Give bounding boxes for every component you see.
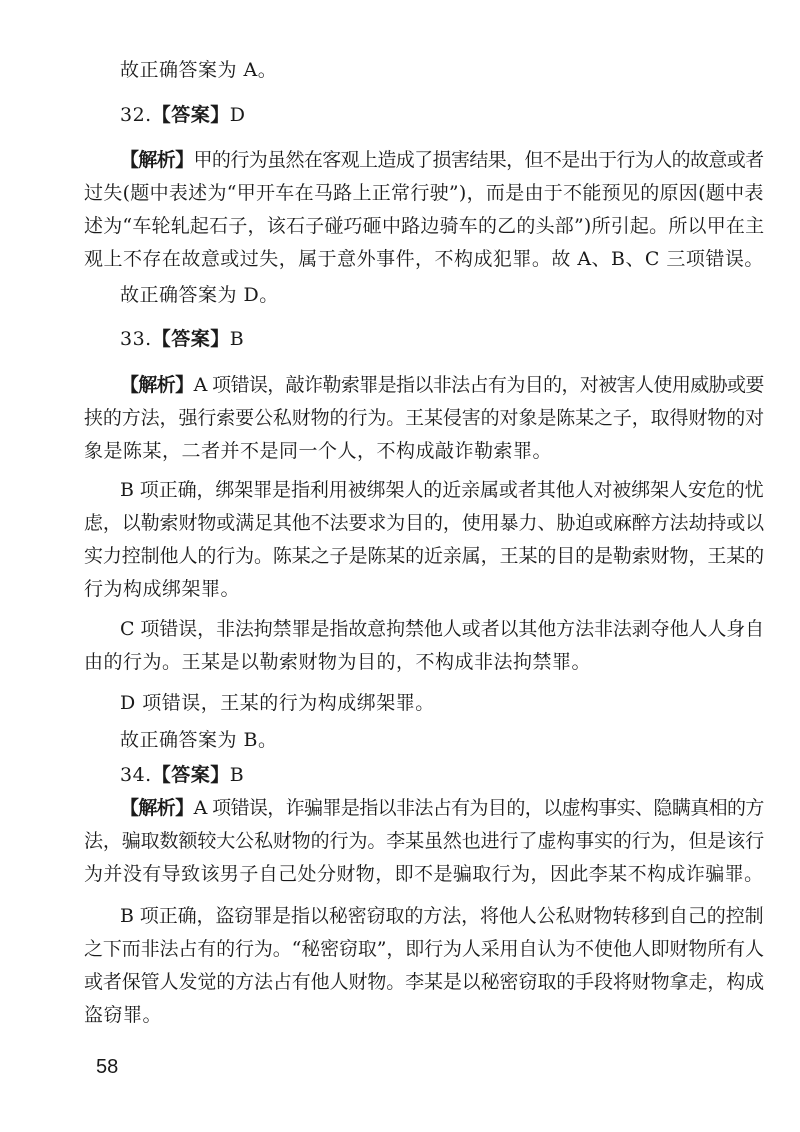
analysis-line bbox=[84, 181, 764, 205]
answer-line bbox=[120, 327, 244, 351]
text-content: 故正确答案为 B。 bbox=[120, 729, 278, 751]
analysis-line bbox=[84, 862, 764, 886]
text-content: D 项错误，王某的行为构成绑架罪。 bbox=[120, 692, 435, 714]
text-line bbox=[120, 58, 277, 82]
analysis-line bbox=[84, 406, 764, 430]
answer-line bbox=[120, 103, 245, 127]
analysis-label: 【解析】 bbox=[120, 374, 194, 396]
paragraph-text: 盗窃罪。 bbox=[84, 1004, 163, 1026]
answer-value: B bbox=[229, 328, 245, 350]
paragraph-line bbox=[120, 904, 764, 928]
analysis-line bbox=[120, 373, 764, 397]
answer-line bbox=[120, 763, 244, 787]
question-number: 33. bbox=[120, 328, 152, 350]
question-number: 34. bbox=[120, 764, 152, 786]
paragraph-text: 由的行为。王某是以勒索财物为目的，不构成非法拘禁罪。 bbox=[84, 651, 592, 673]
analysis-text: 述为“车轮轧起石子，该石子碰巧砸中路边骑车的乙的头部”)所引起。所以甲在主 bbox=[84, 215, 765, 237]
paragraph-line bbox=[84, 577, 240, 601]
analysis-text: 象是陈某，二者并不是同一个人，不构成敲诈勒索罪。 bbox=[84, 440, 553, 462]
paragraph-text: 行为构成绑架罪。 bbox=[84, 578, 241, 600]
analysis-line bbox=[120, 796, 764, 820]
paragraph-text: 之下而非法占有的行为。“秘密窃取”，即行为人采用自认为不使他人即财物所有人 bbox=[84, 938, 764, 960]
paragraph-line bbox=[84, 650, 591, 674]
answer-value: D bbox=[229, 104, 246, 126]
analysis-text: 为并没有导致该男子自己处分财物，即不是骗取行为，因此李某不构成诈骗罪。 bbox=[84, 863, 764, 885]
analysis-text: 过失(题中表述为“甲开车在马路上正常行驶”)，而是由于不能预见的原因(题中表 bbox=[84, 182, 764, 204]
answer-value: B bbox=[229, 764, 245, 786]
analysis-line bbox=[120, 148, 764, 172]
paragraph-line bbox=[84, 1003, 162, 1027]
answer-label: 【答案】 bbox=[151, 328, 230, 350]
analysis-text: 挟的方法，强行索要公私财物的行为。王某侵害的对象是陈某之子，取得财物的对 bbox=[84, 407, 765, 429]
paragraph-text: 虑，以勒索财物或满足其他不法要求为目的，使用暴力、胁迫或麻醉方法劫持或以 bbox=[84, 512, 765, 534]
analysis-line bbox=[84, 214, 764, 238]
text-line bbox=[120, 283, 279, 307]
analysis-text: A 项错误，诈骗罪是指以非法占有为目的，以虚构事实、隐瞒真相的方 bbox=[193, 797, 764, 819]
paragraph-text: B 项正确，盗窃罪是指以秘密窃取的方法，将他人公私财物转移到自己的控制 bbox=[120, 905, 764, 927]
text-line bbox=[120, 691, 435, 715]
answer-label: 【答案】 bbox=[151, 764, 230, 786]
question-number: 32. bbox=[120, 104, 152, 126]
paragraph-text: B 项正确，绑架罪是指利用被绑架人的近亲属或者其他人对被绑架人安危的忧 bbox=[120, 479, 764, 501]
text-content: 故正确答案为 A。 bbox=[120, 59, 278, 81]
paragraph-line bbox=[84, 937, 764, 961]
analysis-text: 法，骗取数额较大公私财物的行为。李某虽然也进行了虚构事实的行为，但是该行 bbox=[84, 830, 765, 852]
analysis-text: A 项错误，敲诈勒索罪是指以非法占有为目的，对被害人使用威胁或要 bbox=[193, 374, 764, 396]
analysis-text: 观上不存在故意或过失，属于意外事件，不构成犯罪。故 A、B、C 三项错误。 bbox=[84, 248, 764, 270]
paragraph-line bbox=[84, 970, 764, 994]
paragraph-line bbox=[120, 478, 764, 502]
paragraph-line bbox=[120, 617, 764, 641]
text-content: 故正确答案为 D。 bbox=[120, 284, 279, 306]
paragraph-text: C 项错误，非法拘禁罪是指故意拘禁他人或者以其他方法非法剥夺他人人身自 bbox=[120, 618, 765, 640]
paragraph-line bbox=[84, 511, 764, 535]
analysis-line bbox=[84, 439, 552, 463]
paragraph-text: 实力控制他人的行为。陈某之子是陈某的近亲属，王某的目的是勒索财物，王某的 bbox=[84, 545, 765, 567]
analysis-line bbox=[84, 247, 764, 271]
analysis-line bbox=[84, 829, 764, 853]
paragraph-text: 或者保管人发觉的方法占有他人财物。李某是以秘密窃取的手段将财物拿走，构成 bbox=[84, 971, 765, 993]
text-line bbox=[120, 728, 278, 752]
paragraph-line bbox=[84, 544, 764, 568]
analysis-text: 甲的行为虽然在客观上造成了损害结果，但不是出于行为人的故意或者 bbox=[193, 149, 764, 171]
answer-label: 【答案】 bbox=[151, 104, 230, 126]
page-number: 58 bbox=[96, 1056, 119, 1078]
analysis-label: 【解析】 bbox=[120, 149, 194, 171]
analysis-label: 【解析】 bbox=[120, 797, 194, 819]
